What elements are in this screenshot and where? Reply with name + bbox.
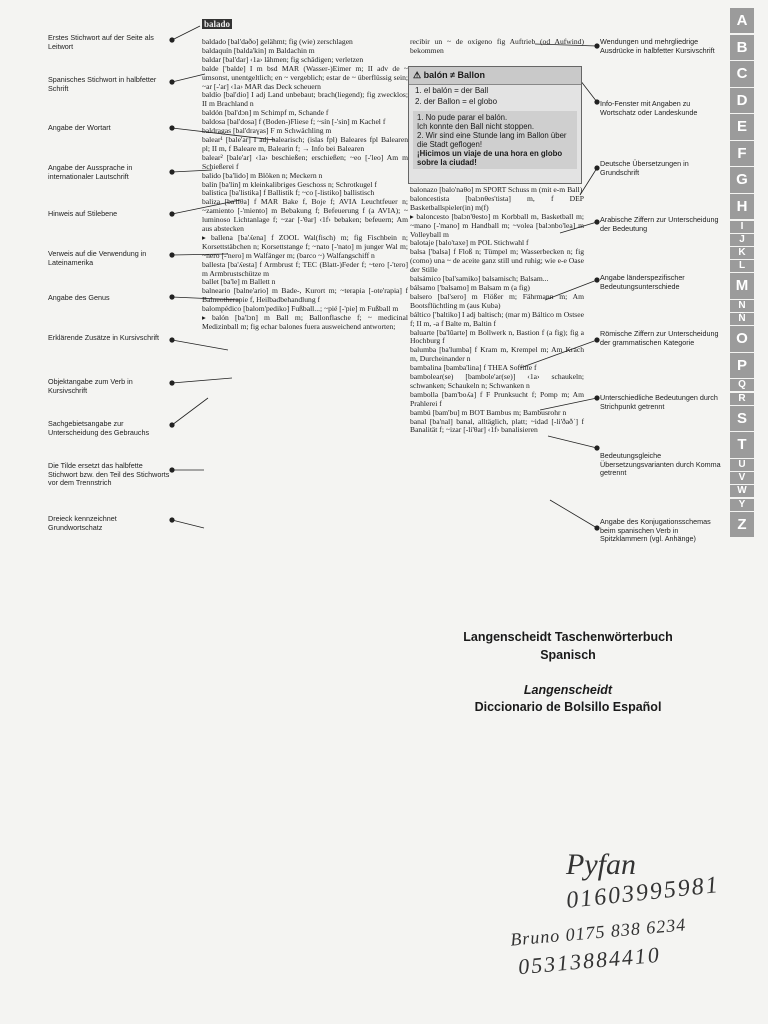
entry: bambolla [bam'boʎa] f F Prunksucht f; Pomp m; Am Prahlerei f bbox=[410, 389, 584, 408]
entry: baldragas [bal'draɣas] F m Schwächling m bbox=[202, 126, 332, 136]
annotation-zusaetze: Erklärende Zusätze in Kursivschrift bbox=[48, 333, 160, 342]
alphabet-tab[interactable]: Y bbox=[730, 499, 754, 511]
alphabet-tab[interactable]: V bbox=[730, 472, 754, 484]
info-box-examples bbox=[413, 111, 577, 169]
annotation-wortart: Angabe der Wortart bbox=[48, 123, 111, 132]
alphabet-tab[interactable]: U bbox=[730, 459, 754, 471]
entry-continuation: recibir un ~ de oxígeno fig Auftrieb (od Aufwind) bekommen bbox=[410, 37, 584, 55]
annotation-stichwort: Spanisches Stichwort in halbfetter Schrift bbox=[48, 75, 157, 93]
entry: balín [ba'lin] m kleinkalibriges Geschoss n; Schrotkugel f bbox=[202, 179, 377, 189]
handwritten-phone-2: Bruno 0175 838 6234 bbox=[509, 914, 687, 950]
alphabet-tab[interactable]: N bbox=[730, 300, 754, 312]
entry: baldado [bal'daðo] gelähmt; fig (wie) zerschlagen bbox=[202, 37, 353, 46]
leitwort-box bbox=[202, 14, 232, 32]
annotation-sachgebiet: Sachgebietsangabe zur Unterscheidung des Gebrauchs bbox=[48, 419, 150, 437]
entry: baluarte [ba'lŭarte] m Bollwerk n, Bastion f (a fig); fig a Hochburg f bbox=[410, 327, 584, 346]
annotation-wendungen: Wendungen und mehrgliedrige Ausdrücke in halbfetter Kursivschrift bbox=[600, 37, 715, 55]
dictionary-column-2 bbox=[410, 186, 584, 435]
headword: balado bbox=[204, 19, 231, 29]
entry: báltico ['baltiko] I adj baltisch; (mar m) Báltico m Ostsee f; II m, -a f Balte m, Baltin f bbox=[410, 309, 584, 328]
entry: balear¹ [bale'ar] I adj balearisch; (islas fpl) Baleares fpl Balearen pl; II m, f Baleare m, Balearin f; → Info bei Balearen bbox=[202, 134, 408, 153]
entry: balear² [bale'ar] ‹1a› beschießen; erschießen; ~eo [-'leo] Am m Schießerei f bbox=[202, 152, 408, 171]
entry: ballesta [ba'ʎesta] f Armbrust f; TEC (Blatt-)Feder f; ~tero [-'tero] m Armbrustschütze m bbox=[202, 259, 408, 278]
info-example: Ich konnte den Ball nicht stoppen. bbox=[417, 122, 535, 131]
alphabet-tab[interactable]: T bbox=[730, 432, 754, 457]
entry: balística [ba'listika] f Ballistik f; ~co [-listiko] ballistisch bbox=[202, 188, 375, 198]
entry: bambú [bam'bu] m BOT Bambus m; Bambusrohr n bbox=[410, 407, 567, 417]
alphabet-tab[interactable]: O bbox=[730, 326, 754, 351]
annotation-arabische-ziffern: Arabische Ziffern zur Unterscheidung der Bedeutung bbox=[600, 215, 719, 233]
entry: balneario [balne'ario] m Bade-, Kurort m; ~terapia [-ote'rapia] f Balneotherapie f, Heilbadbehandlung f bbox=[202, 286, 408, 305]
annotation-leitwort: Erstes Stichwort auf der Seite als Leitwort bbox=[48, 33, 154, 51]
info-example: 2. Wir sind eine Stunde lang im Ballon über die Stadt geflogen! bbox=[417, 131, 567, 149]
annotation-tilde: Die Tilde ersetzt das halbfette Stichwort bzw. den Teil des Stichworts vor dem Trennstrich bbox=[48, 461, 170, 488]
entry: balido [ba'lido] m Blöken n; Meckern n bbox=[202, 170, 323, 180]
entry: balumba [ba'lumba] f Kram m, Krempel m; Am Krach m, Durcheinander n bbox=[410, 345, 584, 364]
entry: bálsamo ['balsamo] m Balsam m (a fig) bbox=[410, 282, 530, 292]
entry: balotaje [balo'taxe] m POL Stichwahl f bbox=[410, 238, 529, 248]
info-box bbox=[408, 66, 582, 184]
info-example: 1. No pude parar el balón. bbox=[417, 113, 508, 122]
entry: ▸ ballena [ba'ʎena] f ZOOL Wal(fisch) m; fig Fischbein n; Korsettstäbchen n; Korsettstange f; ~nato [-'nato] m junger Wal m; ~nero [-'nero] m Walfänger m; (barco ~) Walfangschiff n bbox=[202, 232, 408, 260]
entry: baldío [bal'dio] I adj Land unbebaut; brach(liegend); fig zwecklos; II m Brachland n bbox=[202, 90, 408, 109]
alphabet-tab[interactable]: P bbox=[730, 353, 754, 378]
entry: baldaquín [balda'kin] m Baldachin m bbox=[202, 45, 315, 55]
annotation-roemische-ziffern: Römische Ziffern zur Unterscheidung der grammatischen Kategorie bbox=[600, 329, 719, 347]
entry: balonazo [balo'naθo] m SPORT Schuss m (mit e-m Ball) bbox=[410, 185, 583, 194]
annotation-strichpunkt: Unterschiedliche Bedeutungen durch Strichpunkt getrennt bbox=[600, 393, 718, 411]
annotation-dreieck: Dreieck kennzeichnet Grundwortschatz bbox=[48, 514, 117, 532]
entry: balompédico [balom'pediko] Fußball...; ~pié [-'pie] m Fußball m bbox=[202, 304, 399, 314]
annotation-aussprache: Angabe der Aussprache in internationaler Lautschrift bbox=[48, 163, 133, 181]
entry: balsa ['balsa] f Floß n; Tümpel m; Wasserbecken n; fig (como) una ~ de aceite ganz still und ruhig; wie e-e Oase der Stille bbox=[410, 247, 584, 275]
info-example: ¡Hicimos un viaje de una hora en globo sobre la ciudad! bbox=[417, 149, 563, 167]
annotation-objektangabe: Objektangabe zum Verb in Kursivschrift bbox=[48, 377, 133, 395]
entry: bambolear(se) [bambole'ar(se)] ‹1a› schaukeln; schwanken; Schaukeln n; Schwanken n bbox=[410, 372, 584, 390]
info-box-row: 1. el balón = der Ball bbox=[415, 86, 489, 95]
alphabet-tab[interactable]: Z bbox=[730, 512, 754, 537]
annotation-uebersetzungen: Deutsche Übersetzungen in Grundschrift bbox=[600, 159, 689, 177]
annotation-komma: Bedeutungsgleiche Übersetzungsvarianten durch Komma getrennt bbox=[600, 451, 721, 478]
credit-publisher: Langenscheidt bbox=[523, 683, 613, 697]
annotation-genus: Angabe des Genus bbox=[48, 293, 110, 302]
alphabet-tab[interactable]: Q bbox=[730, 379, 754, 391]
entry: baldar [bal'dar] ‹1a› lähmen; fig schädigen; verletzen bbox=[202, 54, 364, 64]
entry: baldón [bal'dɔn] m Schimpf m, Schande f bbox=[202, 108, 329, 118]
entry: baloncestista [balɔnθes'tista] m, f DEP Basketballspieler(in) m(f) bbox=[410, 193, 584, 212]
entry: balsero [bal'sero] m Flößer m; Fährmann m; Am Bootsflüchtling m (aus Kuba) bbox=[410, 291, 584, 310]
entry: baliza [ba'liθa] f MAR Bake f, Boje f; AVIA Leuchtfeuer n; ~zamiento [-'miento] m Bebakung f; Befeuerung f (a AVIA); ~ luminoso Lichtanlage f; ~zar [-'θar] ‹1f› bebaken; befeuern; Am aus abstecken bbox=[202, 197, 408, 234]
annotation-laender: Angabe länderspezifischer Bedeutungsunterschiede bbox=[600, 273, 685, 291]
alphabet-tab[interactable]: S bbox=[730, 406, 754, 431]
entry: bambalina [bamba'lina] f THEA Soffitte f bbox=[410, 363, 537, 373]
alphabet-tab[interactable]: L bbox=[730, 260, 754, 272]
entry: ▸ baloncesto [balɔn'θesto] m Korbball m, Basketball m; ~mano [-'mano] m Handball m; ~volea [balɔnbo'lea] m Volleyball m bbox=[410, 211, 584, 239]
alphabet-tab[interactable]: A bbox=[730, 8, 754, 33]
alphabet-tab[interactable]: K bbox=[730, 247, 754, 259]
alphabet-tab[interactable]: H bbox=[730, 194, 754, 219]
credit-spanish-title: Diccionario de Bolsillo Español bbox=[474, 700, 662, 714]
alphabet-tab[interactable]: G bbox=[730, 167, 754, 192]
handwritten-phone-1: 01603995981 bbox=[565, 872, 721, 914]
dictionary-column-1 bbox=[202, 38, 408, 332]
alphabet-tab[interactable]: J bbox=[730, 234, 754, 246]
alphabet-tab[interactable]: B bbox=[730, 35, 754, 60]
entry: balsámico [bal'samiko] balsamisch; Balsam... bbox=[410, 274, 549, 284]
credit-subtitle: Spanisch bbox=[540, 648, 596, 662]
entry: ▸ balón [ba'lɔn] m Ball m; Ballonflasche f; ~ medicinal Medizinball m; fig echar balones fuera ausweichend antworten; bbox=[202, 313, 408, 331]
dictionary-column-2-top bbox=[410, 38, 584, 56]
alphabet-tab[interactable]: M bbox=[730, 273, 754, 298]
alphabet-tab[interactable]: W bbox=[730, 485, 754, 497]
annotation-info-fenster: Info-Fenster mit Angaben zu Wortschatz oder Landeskunde bbox=[600, 99, 698, 117]
info-box-title: ⚠ balón ≠ Ballon bbox=[409, 67, 581, 85]
alphabet-thumb-index bbox=[730, 8, 754, 538]
alphabet-tab[interactable]: R bbox=[730, 393, 754, 405]
handwritten-name: Pyfan bbox=[566, 848, 636, 881]
info-box-row: 2. der Ballon = el globo bbox=[415, 97, 498, 106]
annotation-konjugation: Angabe des Konjugationsschemas beim spanischen Verb in Spitzklammern (vgl. Anhänge) bbox=[600, 517, 711, 544]
alphabet-tab[interactable]: E bbox=[730, 114, 754, 139]
handwritten-phone-3: 05313884410 bbox=[517, 941, 662, 980]
credit-title: Langenscheidt Taschenwörterbuch bbox=[463, 630, 673, 644]
entry: balde ['balde] I m bsd MAR (Wasser-)Eimer m; II adv de ~ umsonst, unentgeltlich; en ~ vergeblich; estar de ~ überflüssig sein; ~ar [-'ar] ‹1a› MAR das Deck scheuern bbox=[202, 63, 408, 91]
alphabet-tab[interactable]: Ñ bbox=[730, 313, 754, 325]
alphabet-tab[interactable]: D bbox=[730, 88, 754, 113]
alphabet-tab[interactable]: I bbox=[730, 221, 754, 233]
alphabet-tab[interactable]: F bbox=[730, 141, 754, 166]
alphabet-tab[interactable]: C bbox=[730, 61, 754, 86]
annotation-stilebene: Hinweis auf Stilebene bbox=[48, 209, 118, 218]
annotation-lateinamerika: Verweis auf die Verwendung in Lateinamerika bbox=[48, 249, 147, 267]
entry: baldosa [bal'dosa] f (Boden-)Fliese f; ~sín [-'sin] m Kachel f bbox=[202, 117, 386, 127]
entry: banal [ba'nal] banal, alltäglich, platt; ~idad [-li'ðaðˈ] f Banalität f; ~izar [-li'θar] ‹1f› banalisieren bbox=[410, 416, 584, 435]
entry: ballet [ba'le] m Ballett n bbox=[202, 277, 276, 287]
